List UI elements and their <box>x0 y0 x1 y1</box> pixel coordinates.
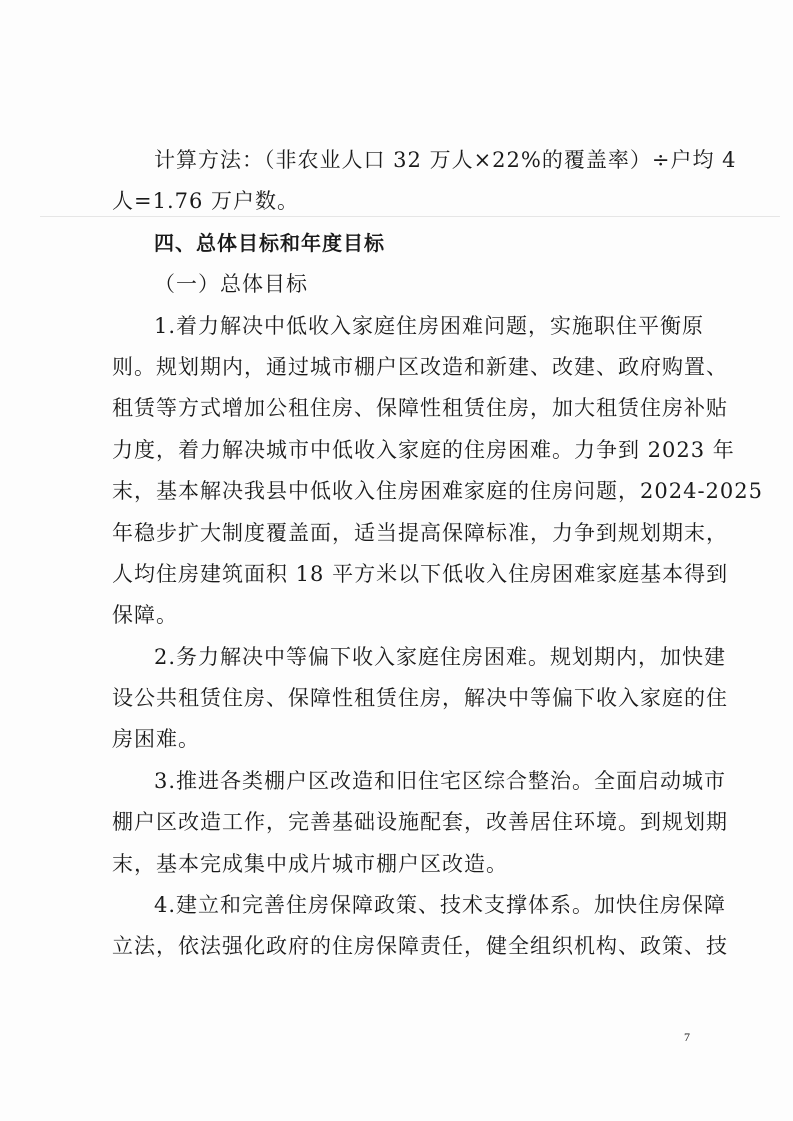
paragraph-line: 设公共租赁住房、保障性租赁住房，解决中等偏下收入家庭的住 <box>112 686 728 711</box>
paragraph-line: 年稳步扩大制度覆盖面，适当提高保障标准，力争到规划期末， <box>112 520 728 545</box>
page-number: 7 <box>684 1030 690 1044</box>
document-body <box>112 140 763 968</box>
paragraph-line: 租赁等方式增加公租住房、保障性租赁住房，加大租赁住房补贴 <box>112 396 728 421</box>
paragraph-line: 3.推进各类棚户区改造和旧住宅区综合整治。全面启动城市 <box>154 768 727 793</box>
paragraph-line: 则。规划期内，通过城市棚户区改造和新建、改建、政府购置、 <box>112 354 728 379</box>
paragraph-line: 保障。 <box>112 603 178 628</box>
paragraph-line: 末，基本解决我县中低收入住房困难家庭的住房问题，2024-2025 <box>112 479 763 504</box>
paragraph-line: 2.务力解决中等偏下收入家庭住房困难。规划期内，加快建 <box>154 644 727 669</box>
goal-items <box>112 306 763 968</box>
paragraph-line: 1.着力解决中低收入家庭住房困难问题，实施职住平衡原 <box>154 313 705 338</box>
subsection-heading: （一）总体目标 <box>154 272 308 297</box>
paragraph-line: 4.建立和完善住房保障政策、技术支撑体系。加快住房保障 <box>154 893 727 918</box>
calc-line: 计算方法：（非农业人口 32 万人×22%的覆盖率）÷户均 4 <box>154 148 737 172</box>
paragraph-line: 房困难。 <box>112 727 200 752</box>
calc-line: 人=1.76 万户数。 <box>112 189 300 214</box>
goal-paragraph <box>112 306 763 637</box>
goal-paragraph <box>112 637 728 761</box>
goal-paragraph <box>112 885 728 968</box>
paragraph-line: 人均住房建筑面积 18 平方米以下低收入住房困难家庭基本得到 <box>112 561 729 586</box>
paragraph-line: 末，基本完成集中成片城市棚户区改造。 <box>112 851 508 876</box>
paragraph-line: 立法，依法强化政府的住房保障责任，健全组织机构、政策、技 <box>112 934 728 959</box>
paragraph-line: 力度，着力解决城市中低收入家庭的住房困难。力争到 2023 年 <box>112 437 735 462</box>
section-heading: 四、总体目标和年度目标 <box>154 230 385 255</box>
paragraph-line: 棚户区改造工作，完善基础设施配套，改善居住环境。到规划期 <box>112 810 728 835</box>
goal-paragraph <box>112 761 728 885</box>
